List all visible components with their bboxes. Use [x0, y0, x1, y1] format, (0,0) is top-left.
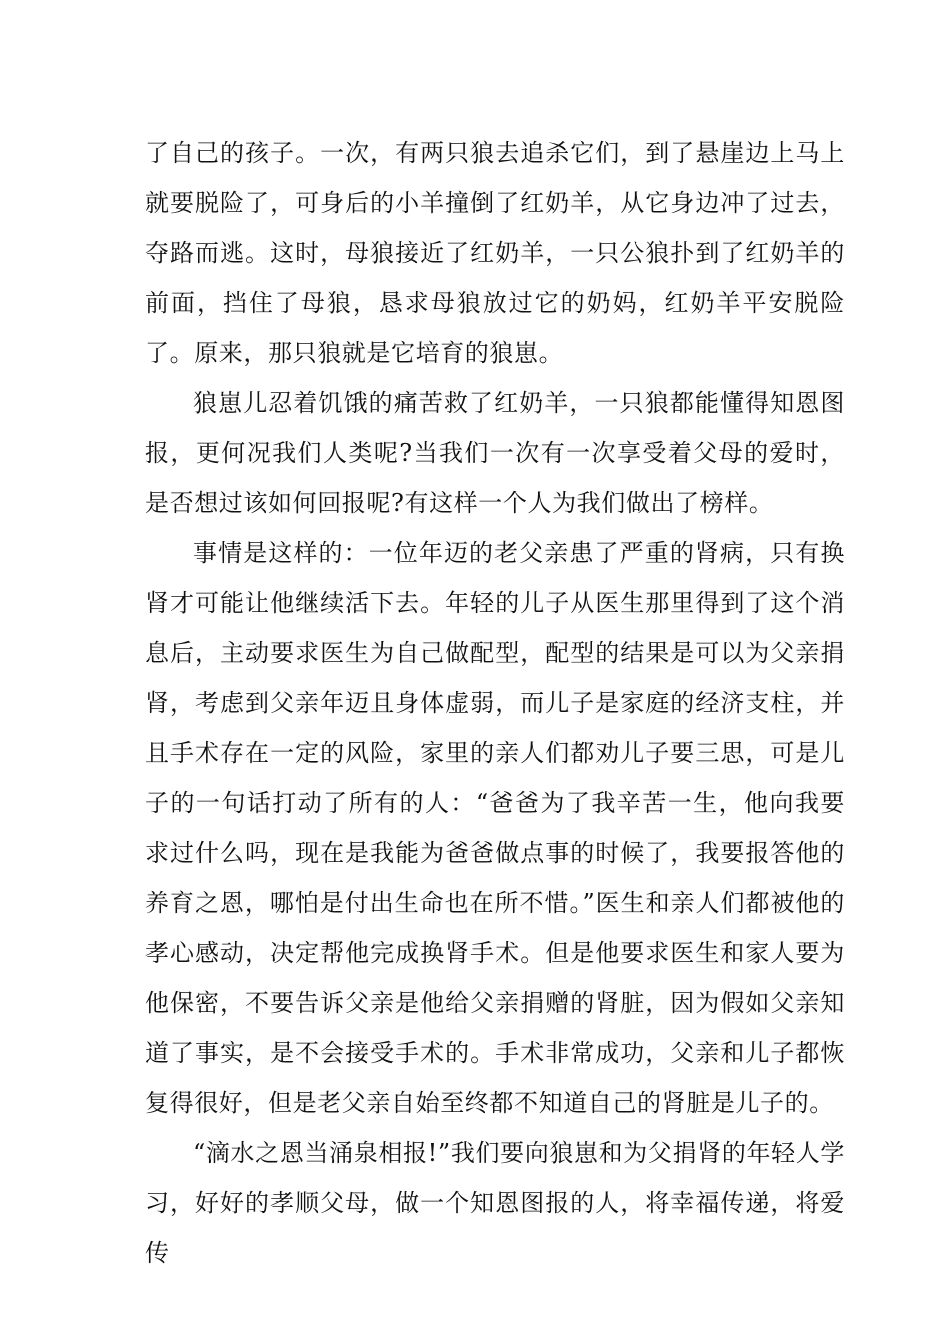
paragraph-continued: 了自己的孩子。一次，有两只狼去追杀它们，到了悬崖边上马上就要脱险了，可身后的小羊撞倒了红奶羊，从它身边冲了过去，夺路而逃。这时，母狼接近了红奶羊，一只公狼扑到了红奶羊的前面，挡住了母狼，恳求母狼放过它的奶妈，红奶羊平安脱险了。原来，那只狼就是它培育的狼崽。 — [145, 139, 845, 367]
document-body — [145, 128, 845, 1278]
paragraph: “滴水之恩当涌泉相报!”我们要向狼崽和为父捐肾的年轻人学习，好好的孝顺父母，做一个知恩图报的人，将幸福传递，将爱传 — [145, 1139, 845, 1267]
paragraph: 事情是这样的：一位年迈的老父亲患了严重的肾病，只有换肾才可能让他继续活下去。年轻的儿子从医生那里得到了这个消息后，主动要求医生为自己做配型，配型的结果是可以为父亲捐肾，考虑到父亲年迈且身体虚弱，而儿子是家庭的经济支柱，并且手术存在一定的风险，家里的亲人们都劝儿子要三思，可是儿子的一句话打动了所有的人：“爸爸为了我辛苦一生，他向我要求过什么吗，现在是我能为爸爸做点事的时候了，我要报答他的养育之恩，哪怕是付出生命也在所不惜。”医生和亲人们都被他的孝心感动，决定帮他完成换肾手术。但是他要求医生和家人要为他保密，不要告诉父亲是他给父亲捐赠的肾脏，因为假如父亲知道了事实，是不会接受手术的。手术非常成功，父亲和儿子都恢复得很好，但是老父亲自始至终都不知道自己的肾脏是儿子的。 — [145, 539, 845, 1117]
paragraph: 狼崽儿忍着饥饿的痛苦救了红奶羊，一只狼都能懂得知恩图报，更何况我们人类呢?当我们一次有一次享受着父母的爱时，是否想过该如何回报呢?有这样一个人为我们做出了榜样。 — [145, 389, 845, 517]
